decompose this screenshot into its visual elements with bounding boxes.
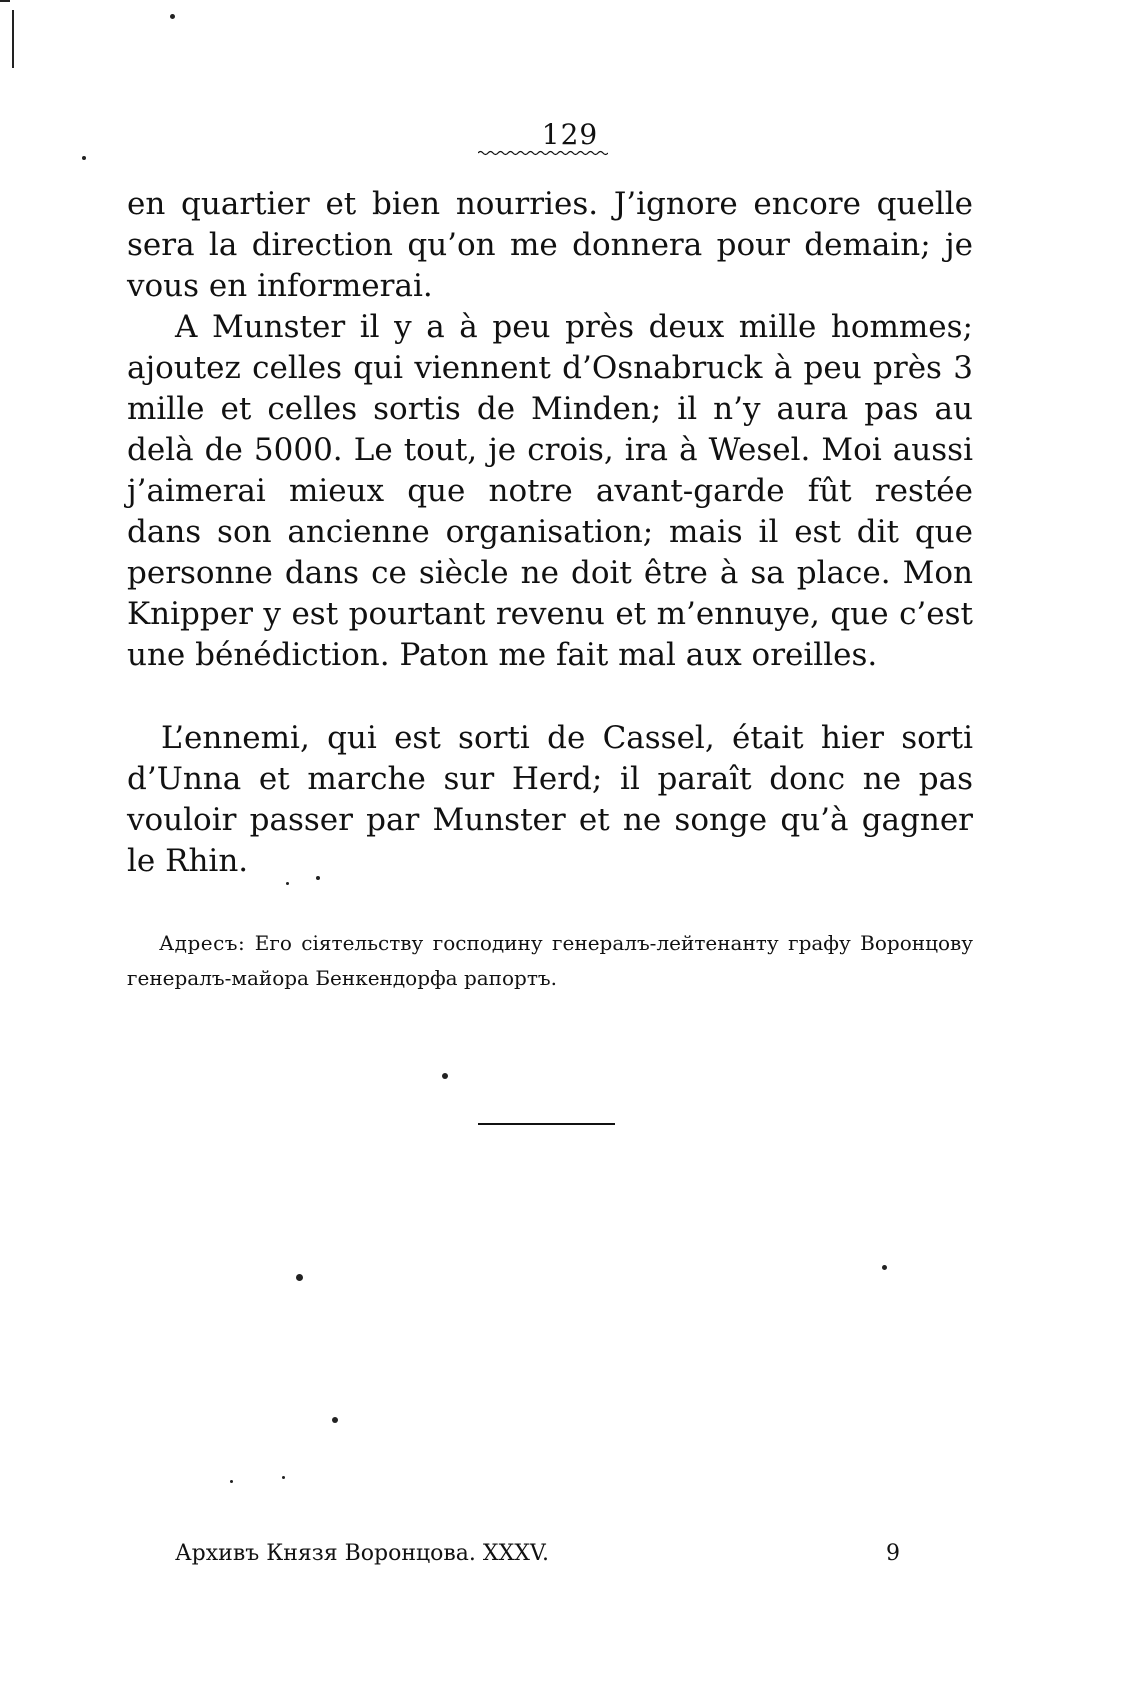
paragraph-continued: en quartier et bien nourries. J’ignore encore quelle sera la direction qu’on me donnera pour demain; je vous en informerai. xyxy=(127,186,973,304)
page-number: 129 xyxy=(541,118,599,151)
page-footer xyxy=(175,1541,900,1566)
scan-speck xyxy=(170,14,175,19)
section-end-rule xyxy=(478,1123,615,1125)
address-label: Адресъ: xyxy=(159,931,246,955)
paragraph-munster: A Munster il y a à peu près deux mille hommes; ajoutez celles qui viennent d’Osnabruck à peu près 3 mille et celles sortis de Minden; il n’y aura pas au delà de 5000. Le tout, je crois, ira à Wesel. Moi aussi j’aimerai mieux que notre avant-garde fût restée dans son ancienne organisation; mais il est dit que personne dans ce siècle ne doit être à sa place. Mon Knipper y est pourtant revenu et m’ennuye, que c’est une bénédiction. Paton me fait mal aux oreilles. xyxy=(127,309,973,673)
scan-speck xyxy=(296,1274,303,1281)
scan-corner-tick xyxy=(0,0,10,2)
scan-speck xyxy=(82,156,86,160)
scan-edge-line xyxy=(12,10,14,68)
address-note xyxy=(127,926,973,996)
letter-body-part-2 xyxy=(127,718,973,882)
scan-speck xyxy=(282,1476,285,1479)
paragraph-ennemi: L’ennemi, qui est sorti de Cassel, était hier sorti d’Unna et marche sur Herd; il paraît donc ne pas vouloir passer par Munster et ne songe qu’à gagner le Rhin. xyxy=(127,720,973,879)
footer-signature-mark: 9 xyxy=(886,1541,900,1566)
scan-speck xyxy=(316,876,320,880)
scan-speck xyxy=(332,1417,338,1423)
footer-title: Архивъ Князя Воронцова. XXXV. xyxy=(175,1541,549,1566)
letter-body-part-1 xyxy=(127,184,973,676)
scan-speck xyxy=(230,1480,233,1483)
scan-speck xyxy=(286,882,289,885)
scan-speck xyxy=(442,1073,448,1079)
page-number-wavy-rule xyxy=(478,150,608,156)
scan-speck xyxy=(882,1265,887,1270)
address-text: Его сіятельству господину генералъ-лейтенанту графу Воронцову генералъ-майора Бенкендорфа рапортъ. xyxy=(127,931,974,990)
